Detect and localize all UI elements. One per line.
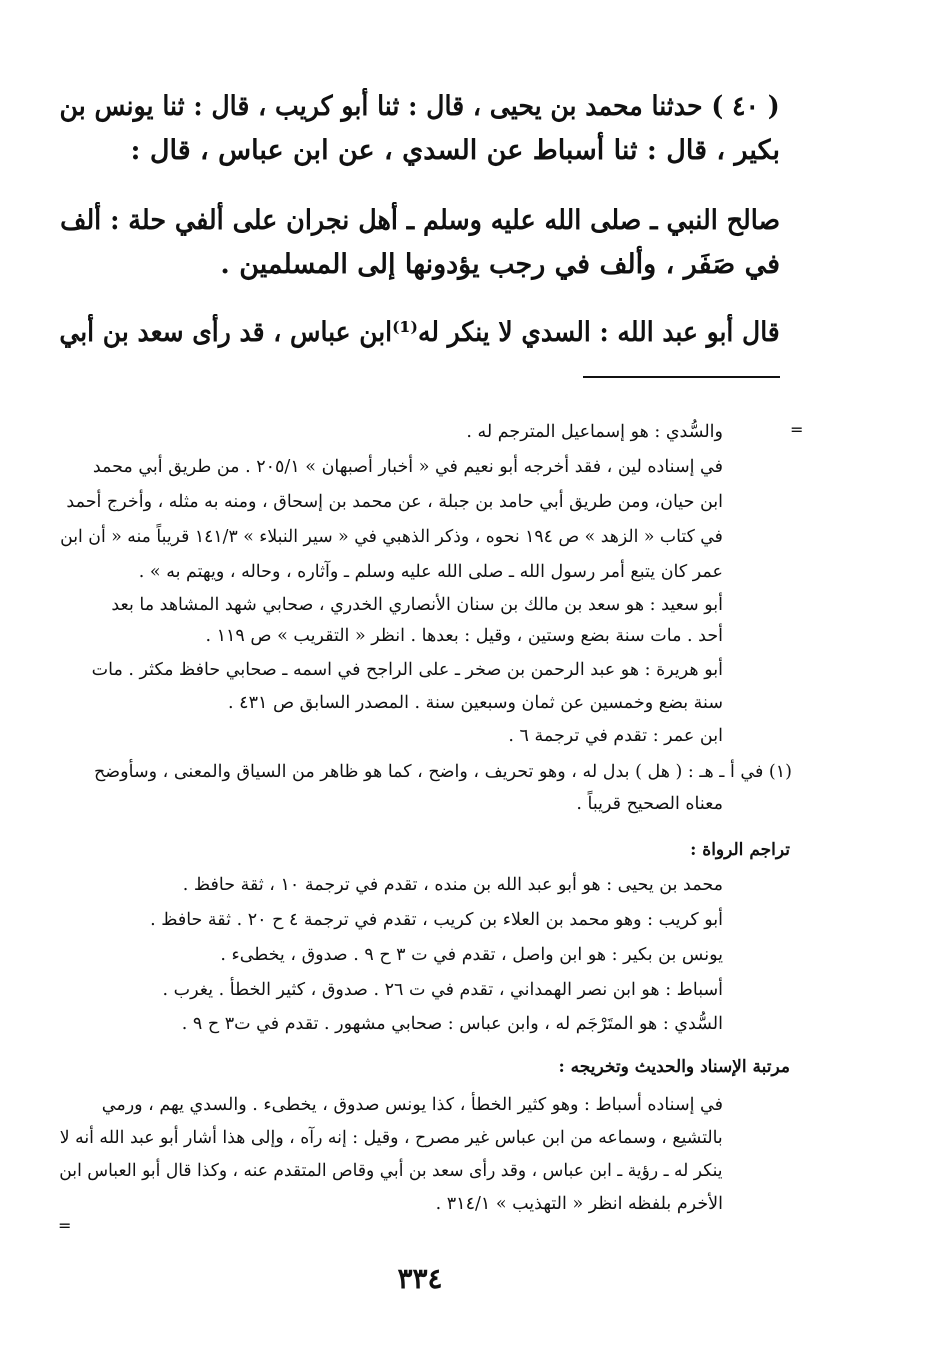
grading-line: بالتشيع ، وسماعه من ابن عباس غير مصرح ، وقيل : إنه رآه ، وإلى هذا أشار أبو عبد الله أنه لا: [59, 1128, 723, 1148]
main-text-line: صالح النبي ـ صلى الله عليه وسلم ـ أهل نجران على ألفي حلة : ألف: [60, 205, 780, 236]
grading-line: ينكر له ـ رؤية ـ ابن عباس ، وقد رأى سعد بن أبي وقاص المتقدم عنه ، وكذا قال أبو العباس ابن: [59, 1161, 723, 1181]
main-text-line: بكير ، قال : ثنا أسباط عن السدي ، عن ابن عباس ، قال :: [130, 135, 780, 166]
footnote-line: والسُّدي : هو إسماعيل المترجم له .: [466, 422, 723, 442]
main-text-line: ( ٤٠ ) حدثنا محمد بن يحيى ، قال : ثنا أبو كريب ، قال : ثنا يونس بن: [59, 91, 780, 122]
narrators-heading: تراجم الرواة :: [690, 840, 790, 860]
footnote-line: ابن عمر : تقدم في ترجمة ٦ .: [508, 726, 723, 746]
footnote-line: ابن حيان، ومن طريق أبي حامد بن جبلة ، عن محمد بن إسحاق ، ومنه به مثله ، وأخرج أحمد: [66, 492, 723, 512]
main-text-line: قال أبو عبد الله : السدي لا ينكر له⁽¹⁾ابن عباس ، قد رأى سعد بن أبي: [59, 317, 780, 348]
continuation-marker: =: [790, 420, 804, 439]
footnote-line: في إسناده لين ، فقد أخرجه أبو نعيم في « أخبار أصبهان » ٢٠٥/١ . من طريق أبي محمد: [92, 457, 723, 477]
narrator-line: أبو كريب : وهو محمد بن العلاء بن كريب ، تقدم في ترجمة ٤ ح ٢٠ . ثقة حافظ .: [150, 910, 723, 930]
footnote-divider: [583, 376, 780, 378]
footnote-line: أحد . مات سنة بضع وستين ، وقيل : بعدها . انظر « التقريب » ص ١١٩ .: [205, 626, 723, 646]
footnote-line: (١) في أ ـ هـ : ( هل ) بدل له ، وهو تحريف ، واضح ، كما هو ظاهر من السياق والمعنى ، وسأوضح: [94, 762, 792, 782]
continuation-marker: =: [58, 1216, 72, 1235]
narrator-line: أسباط : هو ابن نصر الهمداني ، تقدم في ت ٢٦ . صدوق ، كثير الخطأ . يغرب .: [162, 980, 723, 1000]
footnote-line: سنة بضع وخمسين عن ثمان وسبعين سنة . المصدر السابق ص ٤٣١ .: [228, 693, 723, 713]
footnote-line: أبو هريرة : هو عبد الرحمن بن صخر ـ على الراجح في اسمه ـ صحابي حافظ مكثر . مات: [91, 660, 723, 680]
grading-line: الأخرم بلفظه انظر « التهذيب » ٣١٤/١ .: [435, 1194, 723, 1214]
grading-line: في إسناده أسباط : وهو كثير الخطأ ، كذا يونس صدوق ، يخطىء . والسدي يهم ، ورمي: [101, 1095, 723, 1115]
main-text-line: في صَفَر ، وألف في رجب يؤدونها إلى المسلمين .: [220, 249, 780, 280]
footnote-line: معناه الصحيح قريباً .: [576, 794, 723, 814]
footnote-line: عمر كان يتبع أمر رسول الله ـ صلى الله عليه وسلم ـ وآثاره ، وحاله ، ويهتم به » .: [138, 562, 723, 582]
grading-heading: مرتبة الإسناد والحديث وتخريجه :: [558, 1057, 790, 1077]
narrator-line: السُّدي : هو المتَرْجَم له ، وابن عباس : صحابي مشهور . تقدم في ت٣ ح ٩ .: [181, 1014, 723, 1034]
page-number: ٣٣٤: [397, 1262, 443, 1295]
narrator-line: يونس بن بكير : هو ابن واصل ، تقدم في ت ٣ ح ٩ . صدوق ، يخطىء .: [220, 945, 723, 965]
narrator-line: محمد بن يحيى : هو أبو عبد الله بن منده ، تقدم في ترجمة ١٠ ، ثقة حافظ .: [182, 875, 723, 895]
footnote-line: في كتاب « الزهد » ص ١٩٤ نحوه ، وذكر الذهبي في « سير النبلاء » ١٤١/٣ قريباً منه « أن ابن: [60, 527, 723, 547]
footnote-line: أبو سعيد : هو سعد بن مالك بن سنان الأنصاري الخدري ، صحابي شهد المشاهد ما بعد: [111, 595, 723, 615]
